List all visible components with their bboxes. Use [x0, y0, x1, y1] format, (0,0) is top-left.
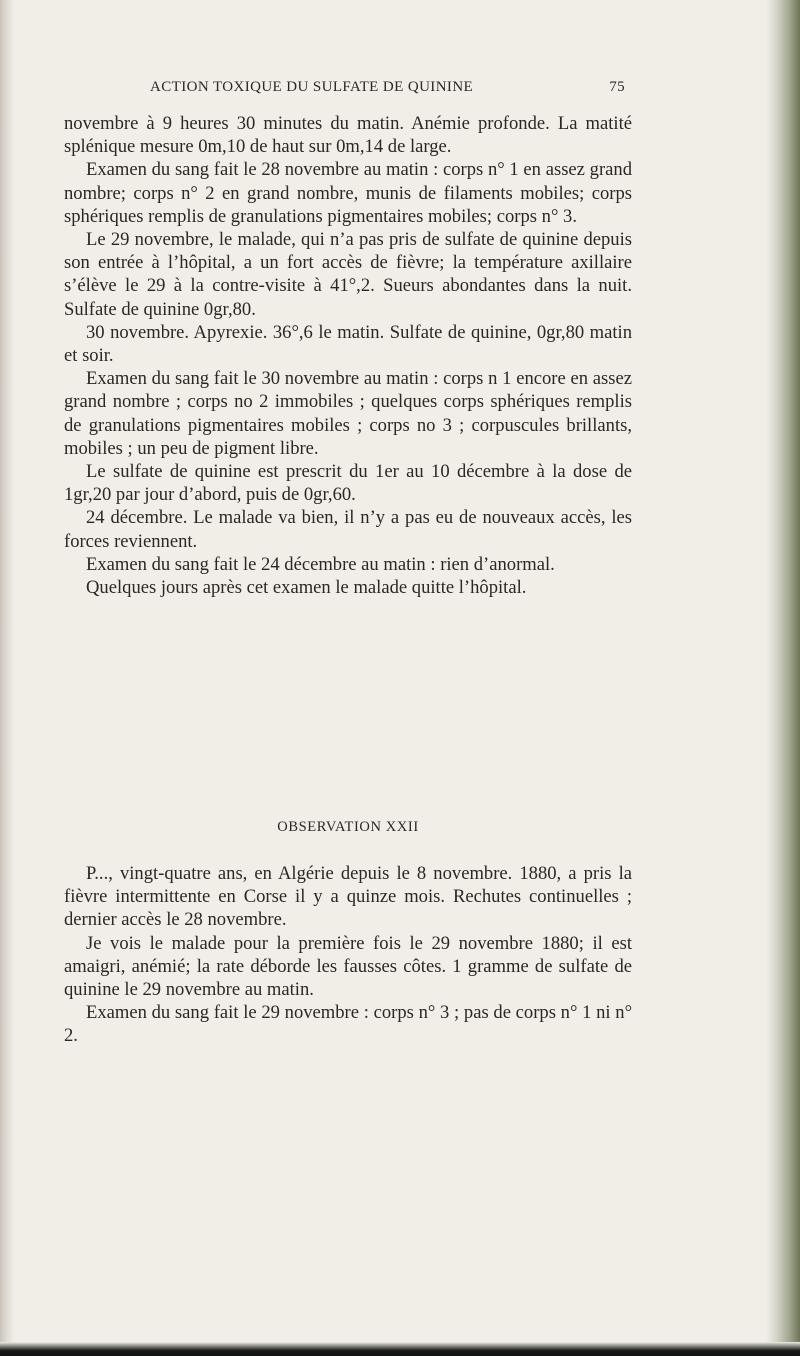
paragraph: P..., vingt-quatre ans, en Algérie depuis le 8 novembre. 1880, a pris la fièvre intermittente en Corse il y a quinze mois. Rechutes continuelles ; dernier accès le 28 novembre. — [64, 863, 632, 931]
paragraph: 30 novembre. Apyrexie. 36°,6 le matin. Sulfate de quinine, 0gr,80 matin et soir. — [64, 321, 632, 367]
paragraph: Je vois le malade pour la première fois le 29 novembre 1880; il est amaigri, anémié; la rate déborde les fausses côtes. 1 gramme de sulfate de quinine le 29 novembre au matin. — [64, 932, 632, 1001]
body-text — [64, 112, 632, 599]
page-bottom-edge — [0, 1342, 800, 1356]
page-number: 75 — [609, 79, 625, 95]
paragraph: Le sulfate de quinine est prescrit du 1er au 10 décembre à la dose de 1gr,20 par jour d’abord, puis de 0gr,60. — [64, 461, 632, 506]
page-right-edge — [766, 0, 800, 1356]
paragraph: Examen du sang fait le 28 novembre au matin : corps n° 1 en assez grand nombre; corps n° 2 en grand nombre, munis de filaments mobiles; corps sphériques remplis de granulations pigmentaires mobiles; corps n° 3. — [64, 159, 632, 227]
paragraph: Quelques jours après cet examen le malade quitte l’hôpital. — [86, 577, 527, 599]
paragraph: Examen du sang fait le 30 novembre au matin : corps n 1 encore en assez grand nombre ; corps no 2 immobiles ; quelques corps sphériques remplis de granulations pigmentaires mobiles ; corps no 3 ; corpuscules brillants, mobiles ; un peu de pigment libre. — [64, 368, 632, 459]
paragraph: novembre à 9 heures 30 minutes du matin. Anémie profonde. La matité splénique mesure 0m,10 de haut sur 0m,14 de large. — [64, 113, 632, 158]
page-left-shadow — [0, 0, 14, 1356]
observation-text — [64, 862, 632, 1048]
paragraph: Examen du sang fait le 29 novembre : corps n° 3 ; pas de corps n° 1 ni n° 2. — [64, 1002, 632, 1047]
paragraph: Examen du sang fait le 24 décembre au matin : rien d’anormal. — [86, 553, 555, 575]
observation-title: OBSERVATION XXII — [277, 819, 419, 835]
paragraph: Le 29 novembre, le malade, qui n’a pas pris de sulfate de quinine depuis son entrée à l’hôpital, a un fort accès de fièvre; la température axillaire s’élève le 29 à la contre-visite à 41°,2. Sueurs abondantes dans la nuit. Sulfate de quinine 0gr,80. — [64, 229, 632, 320]
paragraph: 24 décembre. Le malade va bien, il n’y a pas eu de nouveaux accès, les forces reviennent. — [64, 507, 632, 552]
running-title: ACTION TOXIQUE DU SULFATE DE QUININE — [150, 79, 474, 95]
